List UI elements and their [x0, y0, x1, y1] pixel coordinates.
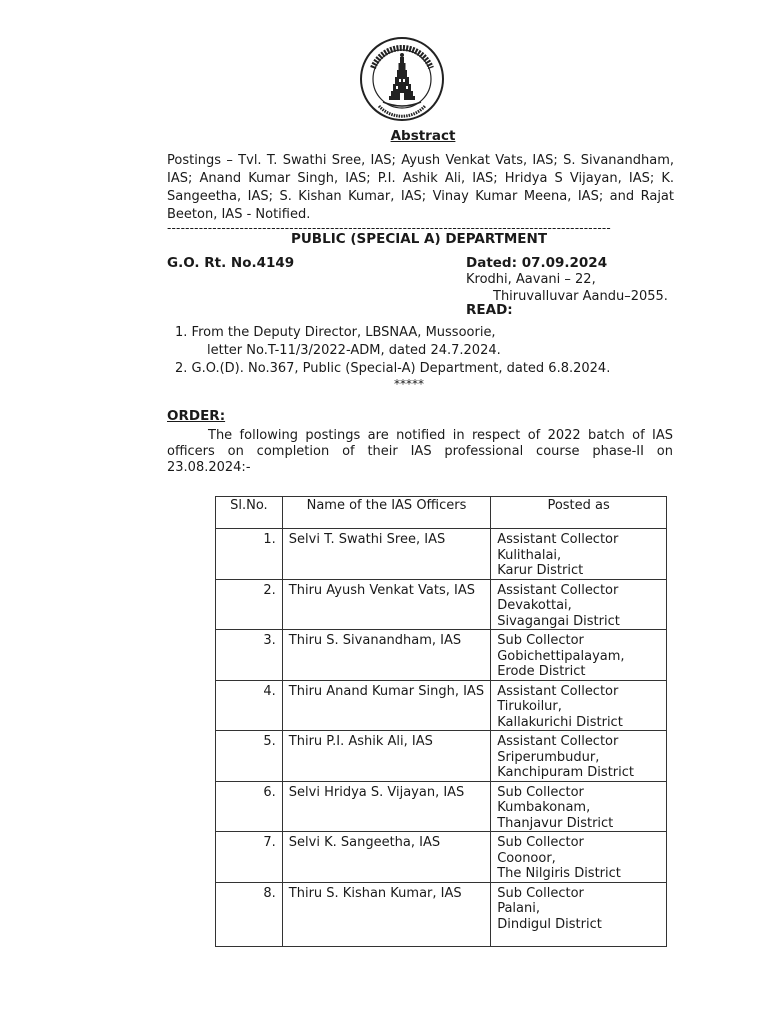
table-header-row	[216, 497, 667, 529]
post-district: Thanjavur District	[497, 815, 614, 831]
tamil-date-2: Thiruvalluvar Aandu–2055.	[493, 289, 668, 304]
reference-2-line1: 2. G.O.(D). No.367, Public (Special-A) Department, dated 6.8.2024.	[175, 361, 611, 376]
references-list	[175, 324, 610, 378]
separator-line: --------------------------------------------------------------------------------------------------	[167, 221, 611, 235]
header-sl-no: Sl.No.	[216, 497, 283, 529]
row-name: Thiru P.I. Ashik Ali, IAS	[282, 731, 490, 782]
table-row	[216, 781, 667, 832]
row-name: Selvi K. Sangeetha, IAS	[282, 832, 490, 883]
dated-label: Dated: 07.09.2024	[466, 255, 608, 271]
row-post	[491, 579, 667, 630]
post-place: Sriperumbudur,	[497, 749, 600, 765]
table-row	[216, 529, 667, 580]
post-place: Coonoor,	[497, 850, 556, 866]
post-district: Karur District	[497, 563, 584, 578]
tamil-date-1: Krodhi, Aavani – 22,	[466, 272, 596, 287]
row-post	[491, 630, 667, 681]
row-no: 7.	[216, 832, 283, 883]
row-no: 5.	[216, 731, 283, 782]
post-district: Sivagangai District	[497, 613, 620, 629]
row-no: 1.	[216, 529, 283, 580]
government-seal	[359, 36, 445, 122]
reference-1-line1: 1. From the Deputy Director, LBSNAA, Mussoorie,	[175, 325, 496, 340]
order-text	[167, 428, 673, 476]
post-place: Kumbakonam,	[497, 800, 591, 815]
go-number: G.O. Rt. No.4149	[167, 255, 295, 271]
row-post	[491, 680, 667, 731]
row-no: 3.	[216, 630, 283, 681]
row-name: Thiru S. Sivanandham, IAS	[282, 630, 490, 681]
read-label: READ:	[466, 302, 513, 318]
post-designation: Assistant Collector	[497, 532, 619, 547]
post-place: Kulithalai,	[497, 547, 562, 563]
row-name: Selvi Hridya S. Vijayan, IAS	[282, 781, 490, 832]
department-heading: PUBLIC (SPECIAL A) DEPARTMENT	[290, 231, 548, 247]
table-row	[216, 680, 667, 731]
post-designation: Assistant Collector	[497, 734, 619, 749]
abstract-subject: Postings – Tvl. T. Swathi Sree, IAS; Ayush Venkat Vats, IAS; S. Sivanandham, IAS; Anand Kumar Singh, IAS; P.I. Ashik Ali, IAS; Hridya S Vijayan, IAS; K. Sangeetha, IAS; S. Kishan Kumar, IAS; Vinay Kumar Meena, IAS; and Rajat Beeton, IAS - Notified.	[167, 153, 674, 222]
row-no: 6.	[216, 781, 283, 832]
post-place: Tirukoilur,	[497, 699, 562, 714]
post-district: Kallakurichi District	[497, 714, 623, 730]
post-place: Gobichettipalayam,	[497, 648, 625, 664]
row-name: Thiru Anand Kumar Singh, IAS	[282, 680, 490, 731]
post-district: The Nilgiris District	[497, 866, 621, 881]
row-name: Selvi T. Swathi Sree, IAS	[282, 529, 490, 580]
post-district: Erode District	[497, 664, 586, 679]
row-no: 4.	[216, 680, 283, 731]
header-officer-name: Name of the IAS Officers	[282, 497, 490, 529]
table-row	[216, 882, 667, 946]
abstract-title: Abstract	[390, 128, 456, 144]
postings-table	[215, 496, 667, 947]
header-posted-as: Posted as	[491, 497, 667, 529]
order-heading: ORDER:	[167, 408, 226, 424]
row-no: 2.	[216, 579, 283, 630]
row-name: Thiru Ayush Venkat Vats, IAS	[282, 579, 490, 630]
row-post	[491, 529, 667, 580]
reference-1-line2: letter No.T-11/3/2022-ADM, dated 24.7.2024.	[207, 343, 501, 358]
post-designation: Sub Collector	[497, 835, 584, 850]
row-name: Thiru S. Kishan Kumar, IAS	[282, 882, 490, 946]
post-designation: Sub Collector	[497, 885, 584, 901]
row-post	[491, 832, 667, 883]
post-designation: Sub Collector	[497, 633, 584, 648]
row-post	[491, 781, 667, 832]
post-designation: Sub Collector	[497, 784, 584, 800]
row-post	[491, 731, 667, 782]
post-place: Palani,	[497, 901, 540, 916]
go-dated	[466, 255, 668, 305]
order-body: The following postings are notified in respect of 2022 batch of IAS officers on completion of their IAS professional course phase-II on 23.08.2024:-	[167, 428, 673, 475]
post-designation: Assistant Collector	[497, 582, 619, 598]
stars-divider: *****	[394, 377, 424, 391]
row-post	[491, 882, 667, 946]
table-row	[216, 832, 667, 883]
post-district: Kanchipuram District	[497, 765, 634, 780]
post-designation: Assistant Collector	[497, 683, 619, 699]
table-row	[216, 731, 667, 782]
row-no: 8.	[216, 882, 283, 946]
table-row	[216, 630, 667, 681]
table-row	[216, 579, 667, 630]
post-district: Dindigul District	[497, 916, 602, 932]
post-place: Devakottai,	[497, 598, 572, 613]
